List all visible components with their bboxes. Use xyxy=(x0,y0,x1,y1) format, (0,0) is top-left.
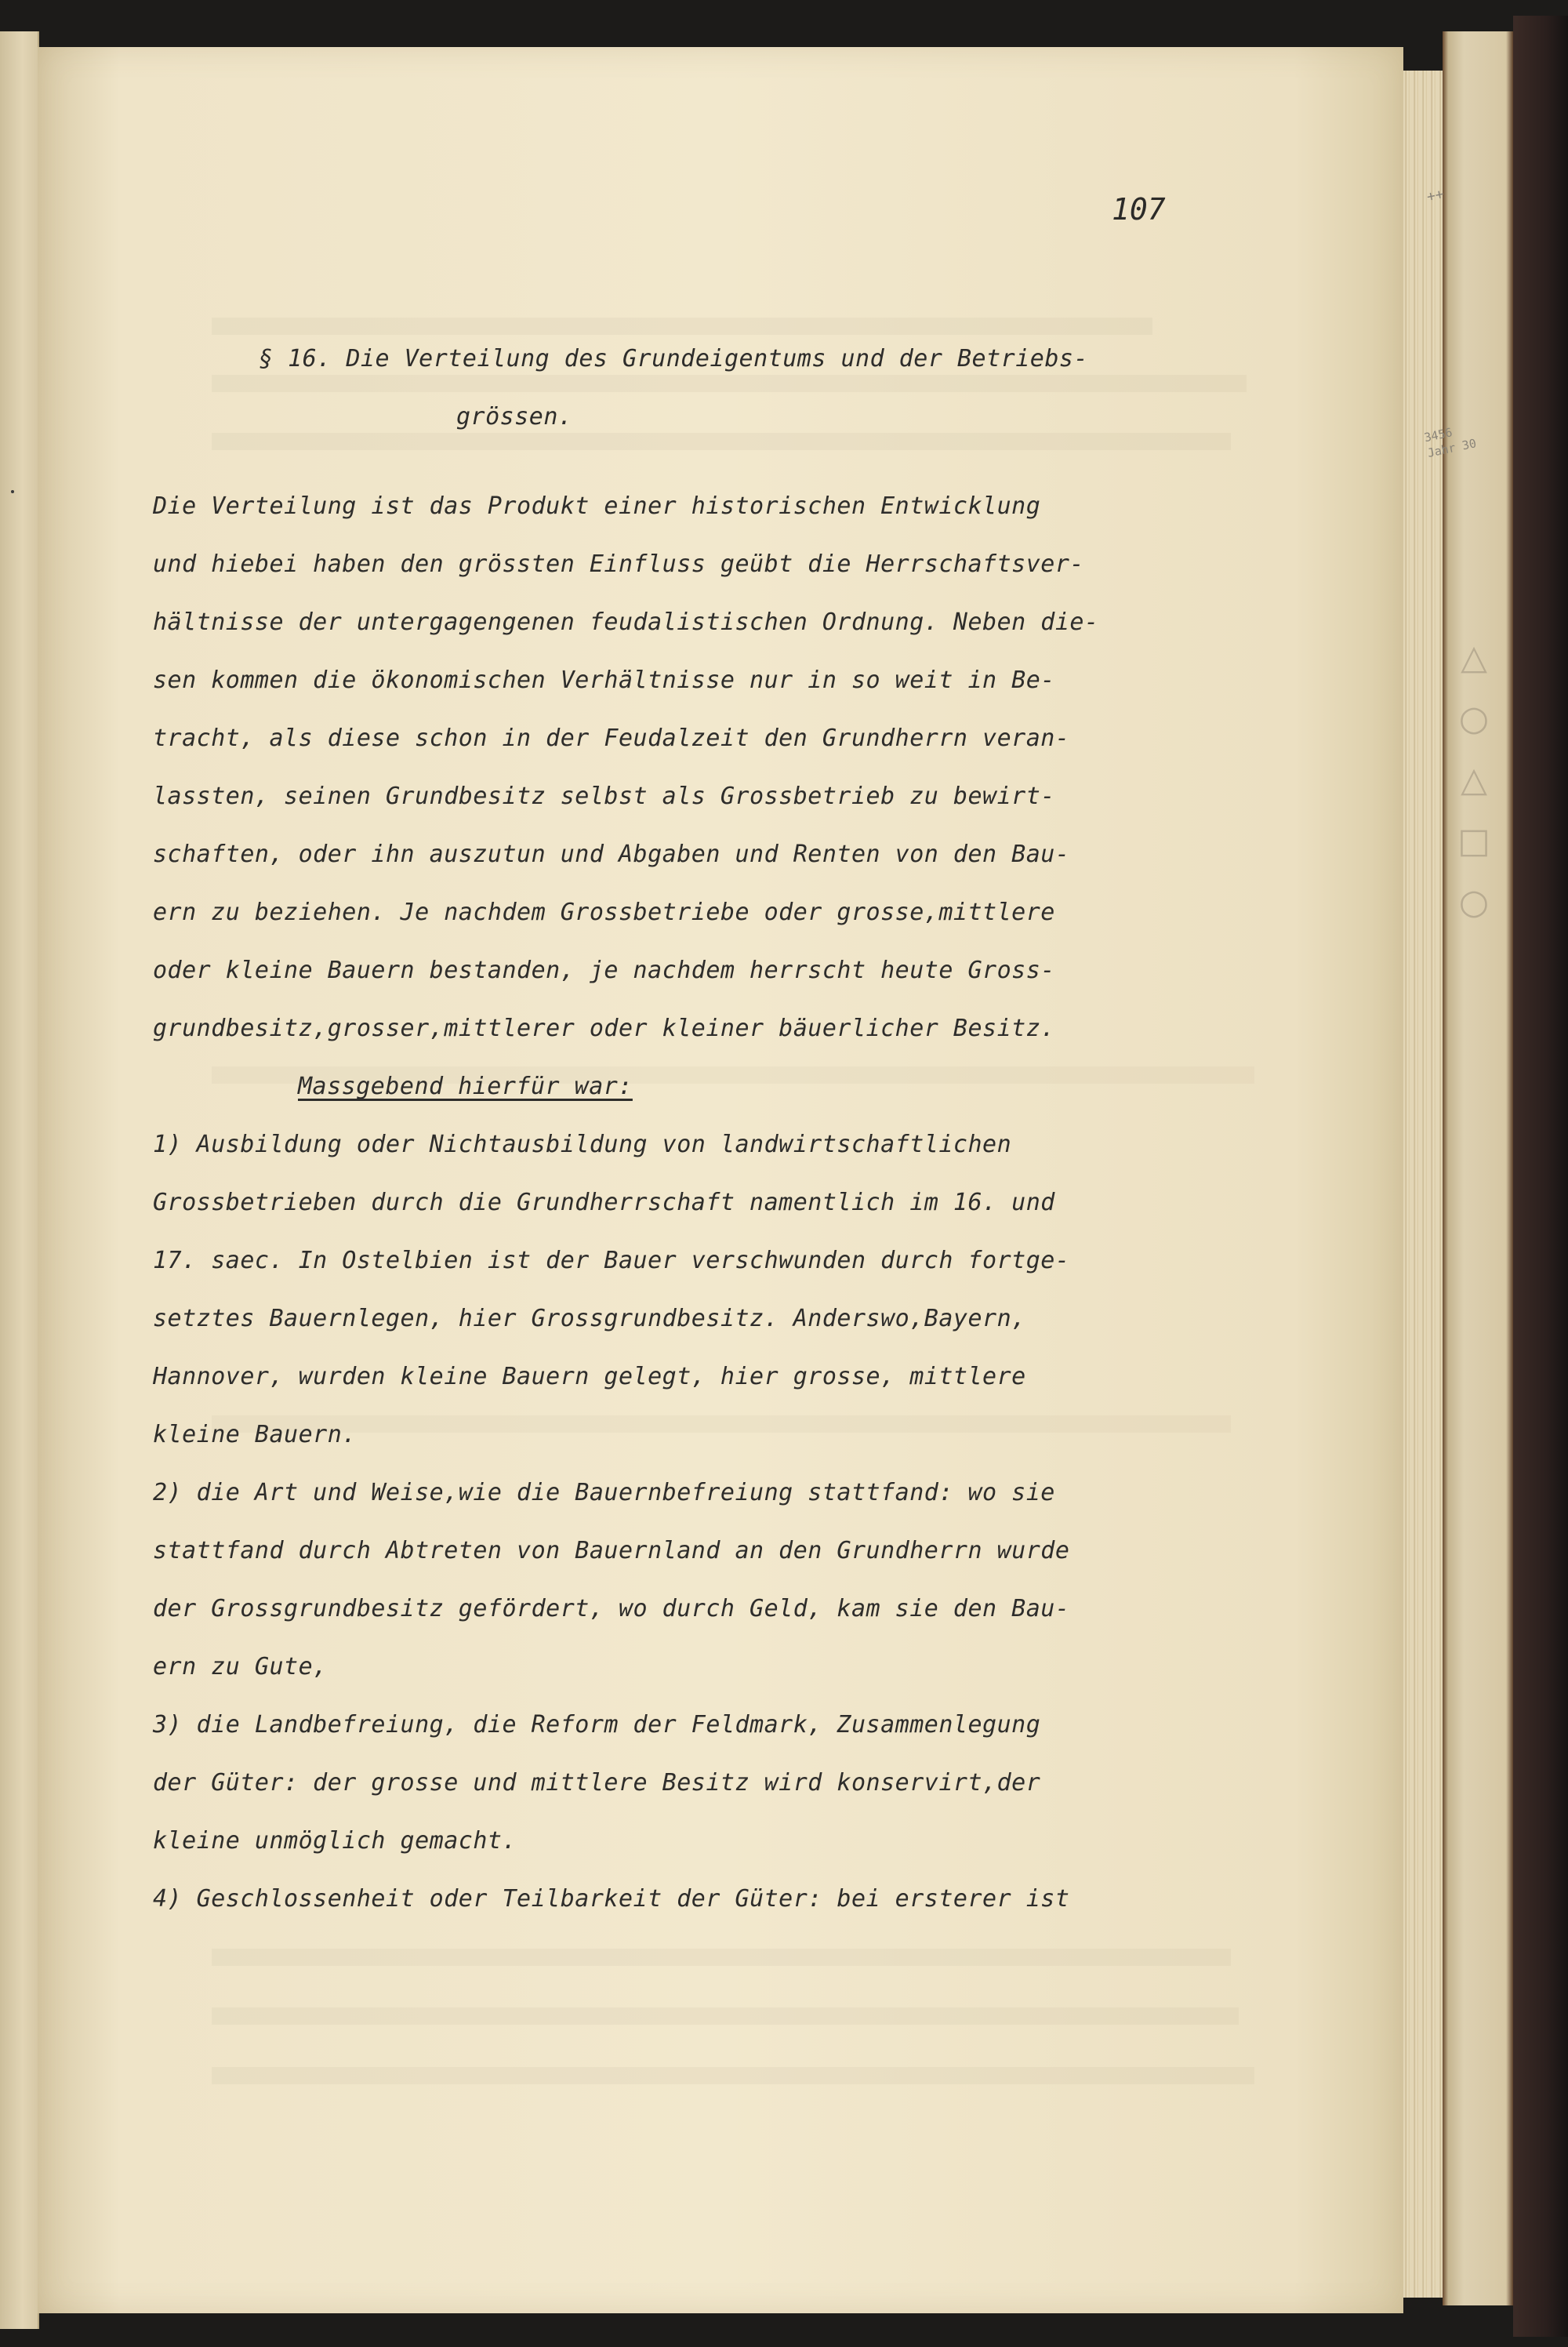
subheading-massgebend: Massgebend hierfür war: xyxy=(298,1073,633,1100)
body-line-1: Die Verteilung ist das Produkt einer historischen Entwicklung xyxy=(153,492,1041,520)
list-line-6: kleine Bauern. xyxy=(153,1421,357,1448)
page-number: 107 xyxy=(1112,192,1166,227)
body-line-8: ern zu beziehen. Je nachdem Grossbetriebe oder grosse,mittlere xyxy=(153,899,1055,926)
book-cover-edge xyxy=(1513,16,1568,2337)
facing-page-edge xyxy=(0,31,39,2329)
list-line-4: setztes Bauernlegen, hier Grossgrundbesitz. Anderswo,Bayern, xyxy=(153,1305,1026,1332)
section-heading-line1: § 16. Die Verteilung des Grundeigentums und der Betriebs- xyxy=(259,345,1089,372)
list-line-1: 1) Ausbildung oder Nichtausbildung von landwirtschaftlichen xyxy=(153,1131,1012,1158)
body-line-9: oder kleine Bauern bestanden, je nachdem herrscht heute Gross- xyxy=(153,957,1055,984)
list-line-13: kleine unmöglich gemacht. xyxy=(153,1827,517,1855)
list-line-5: Hannover, wurden kleine Bauern gelegt, hier grosse, mittlere xyxy=(153,1363,1026,1390)
list-line-14: 4) Geschlossenheit oder Teilbarkeit der Güter: bei ersterer ist xyxy=(153,1885,1070,1913)
list-line-8: stattfand durch Abtreten von Bauernland an den Grundherrn wurde xyxy=(153,1537,1070,1564)
list-line-10: ern zu Gute, xyxy=(153,1653,328,1680)
list-line-3: 17. saec. In Ostelbien ist der Bauer verschwunden durch fortge- xyxy=(153,1247,1070,1274)
margin-dot xyxy=(11,490,14,493)
body-line-7: schaften, oder ihn auszutun und Abgaben und Renten von den Bau- xyxy=(153,841,1070,868)
pencil-note-side: 3456 Jahr 30 xyxy=(1422,425,1478,460)
body-line-6: lassten, seinen Grundbesitz selbst als Grossbetrieb zu bewirt- xyxy=(153,783,1055,810)
section-heading-line2: grössen. xyxy=(456,403,573,431)
list-line-2: Grossbetrieben durch die Grundherrschaft namentlich im 16. und xyxy=(153,1189,1055,1216)
list-line-12: der Güter: der grosse und mittlere Besitz wird konservirt,der xyxy=(153,1769,1041,1797)
next-page-strip xyxy=(1443,31,1513,2305)
list-line-7: 2) die Art und Weise,wie die Bauernbefreiung stattfand: wo sie xyxy=(153,1479,1055,1506)
list-line-11: 3) die Landbefreiung, die Reform der Feldmark, Zusammenlegung xyxy=(153,1711,1041,1738)
pencil-mark-top: ++ xyxy=(1425,185,1446,206)
body-line-4: sen kommen die ökonomischen Verhältnisse nur in so weit in Be- xyxy=(153,667,1055,694)
body-line-3: hältnisse der untergagengenen feudalistischen Ordnung. Neben die- xyxy=(153,609,1099,636)
body-line-10: grundbesitz,grosser,mittlerer oder kleiner bäuerlicher Besitz. xyxy=(153,1015,1055,1042)
body-line-5: tracht, als diese schon in der Feudalzeit den Grundherrn veran- xyxy=(153,725,1070,752)
body-line-2: und hiebei haben den grössten Einfluss geübt die Herrschaftsver- xyxy=(153,550,1084,578)
bleed-letters: △ ○ △ □ ○ xyxy=(1457,638,1490,922)
list-line-9: der Grossgrundbesitz gefördert, wo durch Geld, kam sie den Bau- xyxy=(153,1595,1070,1622)
